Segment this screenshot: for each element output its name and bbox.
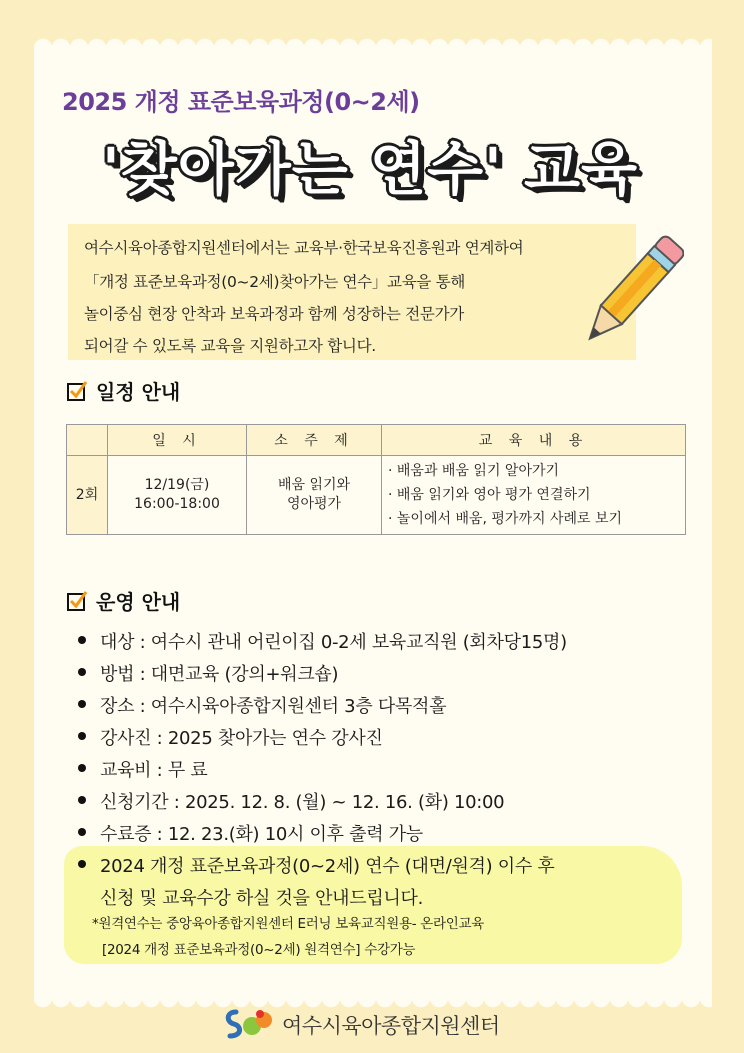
operation-heading xyxy=(66,586,180,615)
date-cell xyxy=(108,456,247,535)
content-cell xyxy=(382,456,686,535)
note-line: *원격연수는 중앙육아종합지원센터 E러닝 보육교직원용- 온라인교육 xyxy=(92,916,484,932)
column-header-date: 일 시 xyxy=(108,425,247,456)
bullet-icon xyxy=(78,700,86,708)
column-header-topic: 소 주 제 xyxy=(247,425,382,456)
intro-line: 놀이중심 현장 안착과 보육과정과 함께 성장하는 전문가가 xyxy=(84,305,464,323)
column-header xyxy=(67,425,108,456)
list-item: 수료증 : 12. 23.(화) 10시 이후 출력 가능 xyxy=(78,820,423,846)
content-item: · 배움과 배움 읽기 알아가기 xyxy=(388,463,560,479)
bullet-icon xyxy=(78,732,86,740)
schedule-table xyxy=(66,424,686,535)
schedule-heading-label: 일정 안내 xyxy=(96,380,181,404)
list-item: 강사진 : 2025 찾아가는 연수 강사진 xyxy=(78,724,383,750)
poster-subtitle: 2025 개정 표준보육과정(0~2세) xyxy=(62,88,420,116)
list-item: 대상 : 여수시 관내 어린이집 0-2세 보육교직원 (회차당15명) xyxy=(78,628,567,654)
topic-line: 배움 읽기와 xyxy=(277,477,351,493)
note-line: [2024 개정 표준보육과정(0~2세) 원격연수] 수강가능 xyxy=(102,942,416,958)
scalloped-edge-bottom xyxy=(34,984,712,1012)
content-item: · 놀이에서 배움, 평가까지 사례로 보기 xyxy=(388,511,623,527)
date-text: 12/19(금) xyxy=(144,477,210,493)
round-cell: 2회 xyxy=(67,456,108,535)
table-row xyxy=(67,456,686,535)
column-header-content: 교 육 내 용 xyxy=(382,425,686,456)
organization-name: 여수시육아종합지원센터 xyxy=(282,1014,500,1038)
list-item-continuation: 신청 및 교육수강 하실 것을 안내드립니다. xyxy=(100,888,424,909)
checkbox-icon xyxy=(66,590,88,612)
schedule-heading xyxy=(66,376,180,405)
pencil-icon xyxy=(576,232,684,356)
bullet-icon xyxy=(78,828,86,836)
operation-heading-label: 운영 안내 xyxy=(96,590,181,614)
topic-cell xyxy=(247,456,382,535)
intro-line: 여수시육아종합지원센터에서는 교육부·한국보육진흥원과 연계하여 xyxy=(84,239,524,257)
scalloped-edge-top xyxy=(34,34,712,62)
topic-line: 영아평가 xyxy=(286,496,342,512)
bullet-icon xyxy=(78,860,86,868)
bullet-icon xyxy=(78,796,86,804)
time-text: 16:00-18:00 xyxy=(134,496,220,512)
list-item: 2024 개정 표준보육과정(0~2세) 연수 (대면/원격) 이수 후 xyxy=(78,852,554,878)
bullet-icon xyxy=(78,764,86,772)
list-item: 방법 : 대면교육 (강의+워크숍) xyxy=(78,660,338,686)
poster-title: '찾아가는 연수' 교육 xyxy=(101,135,639,203)
list-item: 신청기간 : 2025. 12. 8. (월) ~ 12. 16. (화) 10:00 xyxy=(78,788,504,814)
bullet-icon xyxy=(78,668,86,676)
content-item: · 배움 읽기와 영아 평가 연결하기 xyxy=(388,487,591,503)
organization-logo-icon xyxy=(222,1006,274,1040)
list-item: 장소 : 여수시육아종합지원센터 3층 다목적홀 xyxy=(78,692,446,718)
bullet-icon xyxy=(78,636,86,644)
intro-line: 「개정 표준보육과정(0~2세)찾아가는 연수」교육을 통해 xyxy=(84,273,466,291)
checkbox-icon xyxy=(66,380,88,402)
list-item: 교육비 : 무 료 xyxy=(78,756,207,782)
intro-line: 되어갈 수 있도록 교육을 지원하고자 합니다. xyxy=(84,337,376,355)
